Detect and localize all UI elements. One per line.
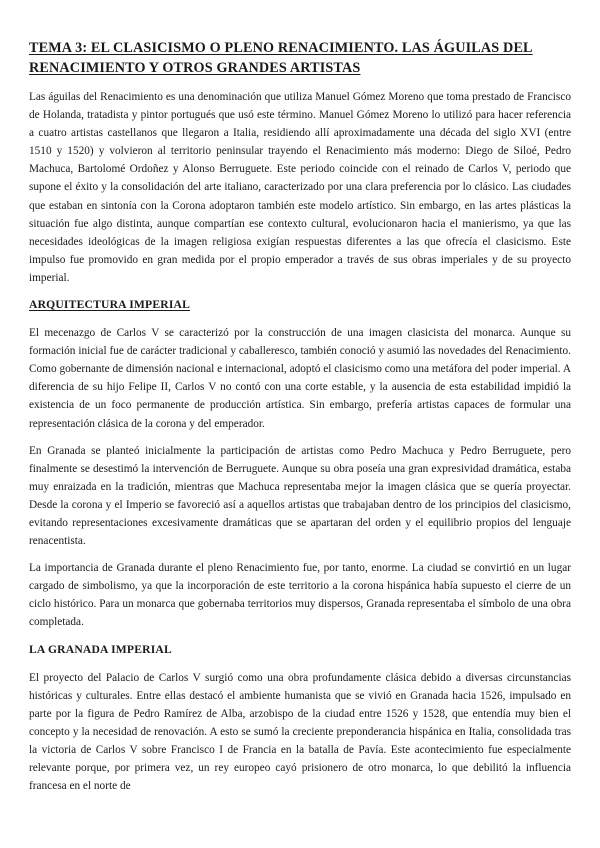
section-heading-granada-imperial: LA GRANADA IMPERIAL [29, 642, 172, 656]
paragraph: El mecenazgo de Carlos V se caracterizó por la construcción de una imagen clasicista del monarca. Aunque su formación inicial fue de carácter tradicional y caballeresco, también conoció y asumió las novedades del Renacimiento. Como gobernante de dimensión nacional e internacional, adoptó el clasicismo como una metáfora del poder imperial. A diferencia de su hijo Felipe II, Carlos V no contó con una corte estable, y la ausencia de esta estabilidad impidió la existencia de un foco permanente de producción artística. Sin embargo, prefería artistas capaces de formular una representación clásica de la corona y del emperador. [29, 327, 571, 430]
document-title: TEMA 3: EL CLASICISMO O PLENO RENACIMIENTO. LAS ÁGUILAS DEL RENACIMIENTO Y OTROS GRANDES ARTISTAS [29, 40, 533, 76]
section-heading-arquitectura-imperial: ARQUITECTURA IMPERIAL [29, 298, 191, 312]
paragraph: En Granada se planteó inicialmente la participación de artistas como Pedro Machuca y Pedro Berruguete, pero finalmente se desestimó la intervención de Berruguete. Aunque su obra poseía una gran expresividad dramática, estaba muy enraizada en la tradición, mientras que Machuca representaba mejor la imagen clásica que se quería proyectar. Desde la corona y el Imperio se favoreció así a aquellos artistas que trabajaban dentro de los principios del clasicismo, evitando representaciones excesivamente dramáticas que se apartaran del orden y el equilibrio propios del lenguaje renacentista. [29, 444, 571, 548]
intro-paragraph: Las águilas del Renacimiento es una denominación que utiliza Manuel Gómez Moreno que toma prestado de Francisco de Holanda, tratadista y pintor portugués que usó este término. Manuel Gómez Moreno lo utilizó para hacer referencia a cuatro artistas castellanos que llegaron a Italia, residiendo allí aproximadamente una década del siglo XVI (entre 1510 y 1520) y volvieron al territorio peninsular trayendo el Renacimiento más moderno: Diego de Siloé, Pedro Machuca, Bartolomé Ordoñez y Alonso Berruguete. Este periodo coincide con el reinado de Carlos V, periodo que supone el éxito y la consolidación del arte italiano, caracterizado por una clara preferencia por lo clásico. Las ciudades que estaban en sintonía con la Corona adoptaron también este modelo artístico. Sin embargo, en las artes plásticas la situación fue algo distinta, aunque compartían ese contexto cultural, evolucionaron hacia el manierismo, ya que las necesidades ideológicas de la imagen religiosa exigían respuestas diferentes a las que ofrecía el clasicismo. Este impulso fue promovido en gran medida por el propio emperador a través de sus obras imperiales y de su proyecto imperial. [29, 91, 571, 284]
paragraph: La importancia de Granada durante el pleno Renacimiento fue, por tanto, enorme. La ciudad se convirtió en un lugar cargado de simbolismo, ya que la incorporación de este territorio a la corona hispánica había supuesto el cierre de un ciclo histórico. Para un monarca que gobernaba territorios muy dispersos, Granada representaba el símbolo de una obra completada. [29, 562, 571, 629]
paragraph: El proyecto del Palacio de Carlos V surgió como una obra profundamente clásica debido a diversas circunstancias históricas y culturales. Entre ellas destacó el ambiente humanista que se vivió en Granada hacia 1526, impulsado en parte por la figura de Pedro Ramírez de Alba, arzobispo de la ciudad entre 1526 y 1528, que entendía muy bien el concepto y la necesidad de renovación. A esto se sumó la creciente preponderancia hispánica en Italia, consolidada tras la victoria de Carlos V sobre Francisco I de Francia en la batalla de Pavía. Este acontecimiento fue especialmente relevante porque, por primera vez, un rey europeo cayó prisionero de otro monarca, lo que debilitó la influencia francesa en el norte de [29, 671, 571, 793]
